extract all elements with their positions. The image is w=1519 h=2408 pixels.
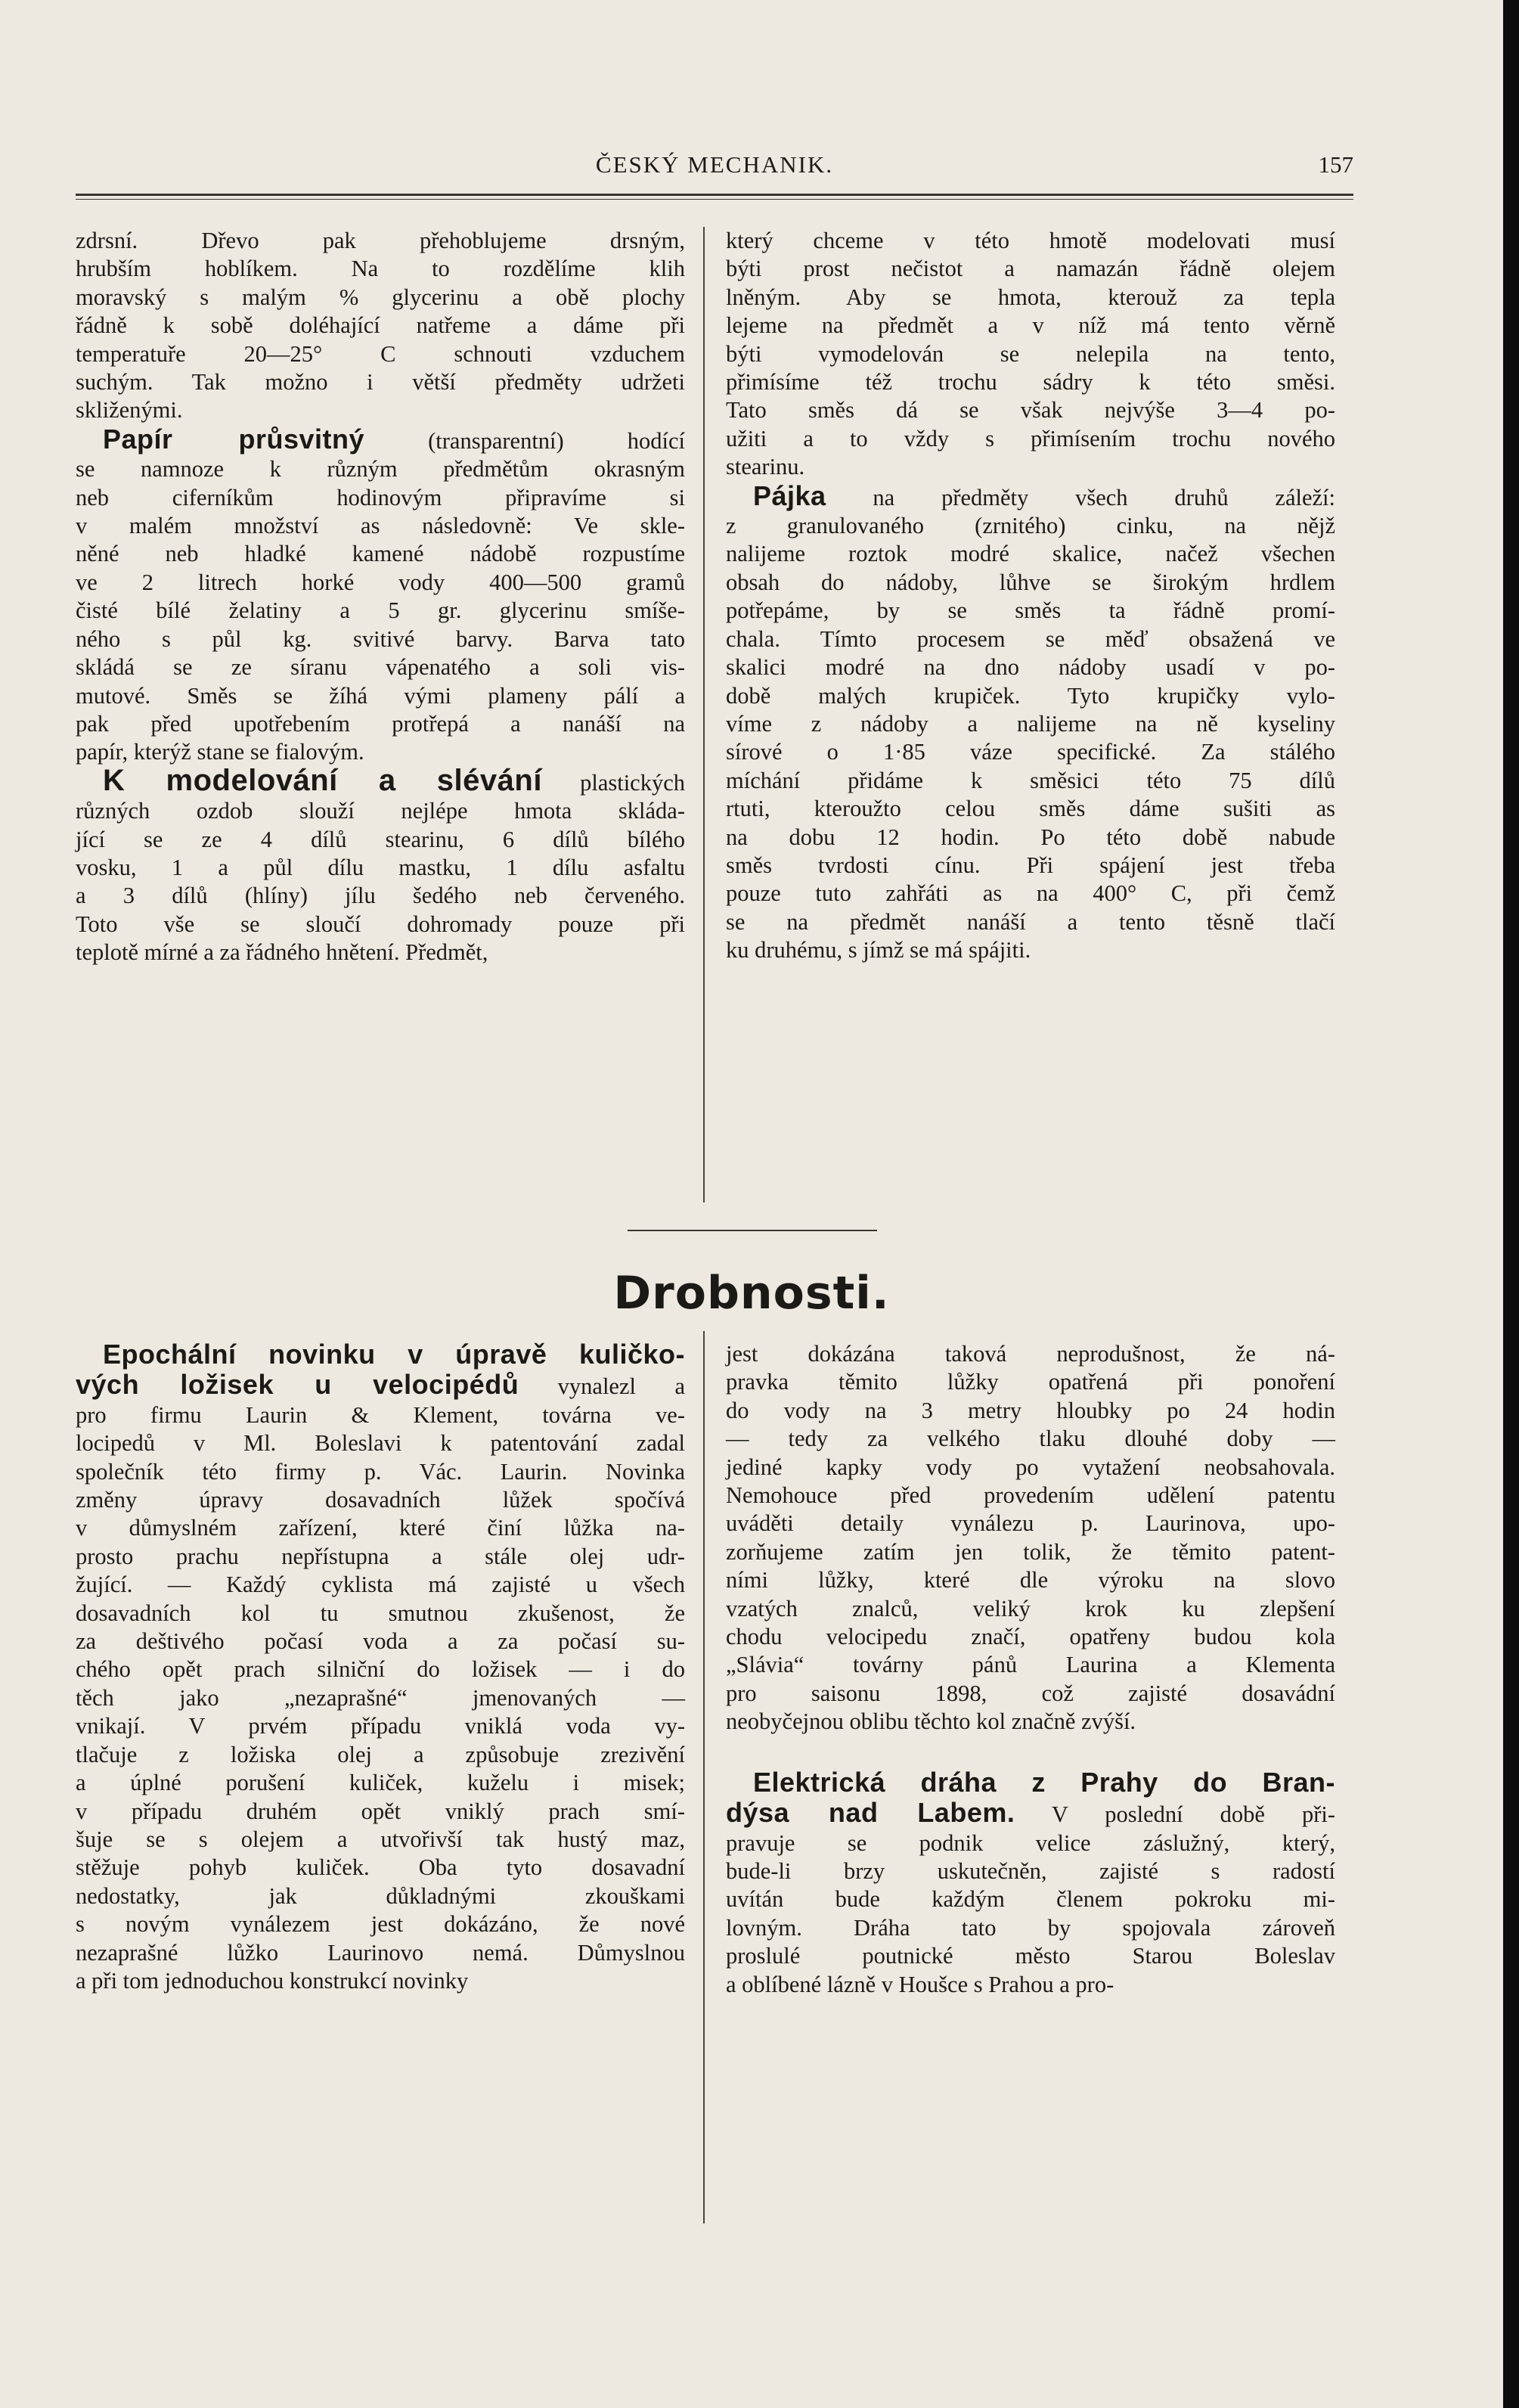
papir-line: neb ciferníkům hodinovým připravíme si xyxy=(76,484,685,510)
epochalni-line: v důmyslném zařízení, které činí lůžka na- xyxy=(76,1515,685,1541)
column-top-left xyxy=(76,227,685,967)
papir-line: papír, kterýž stane se fialovým. xyxy=(76,739,364,765)
paragraph-line: vzatých znalců, veliký krok ku zlepšení xyxy=(726,1595,1335,1621)
paragraph-line: — tedy za velkého tlaku dlouhé doby — xyxy=(726,1426,1335,1452)
column-divider-bottom xyxy=(703,1331,705,2223)
paragraph-line: jest dokázána taková neprodušnost, že ná- xyxy=(726,1341,1335,1367)
pajka-line: rtuti, kteroužto celou směs dáme sušiti as xyxy=(726,796,1335,822)
pajka-line: skalici modré na dno nádoby usadí v po- xyxy=(726,654,1335,681)
modelovani-heading: K modelování a slévání xyxy=(103,763,542,797)
pajka-line: ku druhému, s jímž se má spájiti. xyxy=(726,937,1031,964)
epochalni-line: tlačuje z ložiska olej a způsobuje zrezivění xyxy=(76,1741,685,1767)
epochalni-line: společník této firmy p. Vác. Laurin. Novinka xyxy=(76,1458,685,1485)
pajka-line: míchání přidáme k směsici této 75 dílů xyxy=(726,767,1335,793)
papir-line: v malém množství as následovně: Ve skle- xyxy=(76,513,685,539)
epochalni-line: těch jako „nezaprašné“ jmenovaných — xyxy=(76,1684,685,1711)
paragraph-line: do vody na 3 metry hloubky po 24 hodin xyxy=(726,1397,1335,1423)
column-bottom-right xyxy=(726,1340,1335,1999)
epochalni-line: locipedů v Ml. Boleslavi k patentování zadal xyxy=(76,1430,685,1457)
epochalni-heading-cont: vých ložisek u velocipédů xyxy=(76,1369,519,1401)
column-bottom-left xyxy=(76,1340,685,1995)
draha-second-line xyxy=(726,1798,1335,1829)
paragraph-line: užiti a to vždy s přimísením trochu nového xyxy=(726,425,1335,452)
epochalni-line: v případu druhém opět vniklý prach smí- xyxy=(76,1798,685,1824)
papir-heading: Papír průsvitný xyxy=(103,423,365,455)
draha-line: lovným. Dráha tato by spojovala zároveň xyxy=(726,1914,1335,1941)
epochalni-line: pro firmu Laurin & Klement, továrna ve- xyxy=(76,1401,685,1428)
paragraph-line: býti vymodelován se nelepila na tento, xyxy=(726,340,1335,367)
epochalni-line: za deštivého počasí voda a za počasí su- xyxy=(76,1628,685,1655)
epochalni-line: nedostatky, jak důkladnými zkouškami xyxy=(76,1882,685,1909)
paragraph-line: „Slávia“ továrny pánů Laurina a Klementa xyxy=(726,1652,1335,1678)
papir-text: (transparentní) hodící xyxy=(364,427,685,454)
papir-line: pak před upotřebením protřepá a nanáší na xyxy=(76,710,685,737)
column-top-right xyxy=(726,227,1335,965)
pajka-line: směs tvrdosti cínu. Při spájení jest třeba xyxy=(726,852,1335,878)
epochalni-line: žující. — Každý cyklista má zajisté u všech xyxy=(76,1572,685,1598)
epochalni-line: stěžuje pohyb kuliček. Oba tyto dosavadní xyxy=(76,1854,685,1881)
paragraph-line: pro saisonu 1898, což zajisté dosavádní xyxy=(726,1680,1335,1706)
pajka-text: na předměty všech druhů záleží: xyxy=(826,484,1335,510)
epochalni-line: nezaprašné lůžko Laurinovo nemá. Důmyslnou xyxy=(76,1939,685,1966)
draha-first-line xyxy=(726,1768,1335,1798)
epochalni-line: a při tom jednoduchou konstrukcí novinky xyxy=(76,1967,469,1994)
modelovani-line: vosku, 1 a půl dílu mastku, 1 dílu asfaltu xyxy=(76,854,685,880)
pajka-line: nalijeme roztok modré skalice, načež všechen xyxy=(726,541,1335,567)
papir-line: čisté bílé želatiny a 5 gr. glycerinu smíše- xyxy=(76,597,685,624)
epochalni-line: prosto prachu nepřístupna a stále olej udr- xyxy=(76,1543,685,1569)
epochalni-heading: Epochální novinku v úpravě kuličko- xyxy=(103,1339,685,1370)
paragraph-line: který chceme v této hmotě modelovati musí xyxy=(726,228,1335,253)
draha-heading-cont: dýsa nad Labem. xyxy=(726,1797,1015,1829)
paragraph-line: zorňujeme zatím jen tolik, že těmito patent- xyxy=(726,1538,1335,1565)
draha-text: V poslední době při- xyxy=(1015,1801,1335,1828)
epochalni-line: vnikají. V prvém případu vniklá voda vy- xyxy=(76,1713,685,1739)
epochalni-first-line xyxy=(76,1340,685,1370)
paragraph-line: Tato směs dá se však nejvýše 3—4 po- xyxy=(726,397,1335,424)
paragraph-line: temperatuře 20—25° C schnouti vzduchem xyxy=(76,340,685,367)
papir-line: něné neb hladké kamené nádobě rozpustíme xyxy=(76,541,685,567)
epochalni-line: s novým vynálezem jest dokázáno, že nové xyxy=(76,1911,685,1938)
paragraph-line: moravský s malým % glycerinu a obě plochy xyxy=(76,284,685,310)
epochalni-line: dosavadních kol tu smutnou zkušenost, že xyxy=(76,1600,685,1626)
papir-line: mutové. Směs se žíhá vými plameny pálí a xyxy=(76,682,685,709)
pajka-line: obsah do nádoby, lůhve se širokým hrdlem xyxy=(726,569,1335,595)
papir-line: se namnoze k různým předmětům okrasným xyxy=(76,456,685,483)
modelovani-line: Toto vše se sloučí dohromady pouze při xyxy=(76,911,685,937)
paragraph-line: skliženými. xyxy=(76,397,183,424)
draha-line: bude-li brzy uskutečněn, zajisté s radostí xyxy=(726,1857,1335,1884)
modelovani-line: různých ozdob slouží nejlépe hmota skláda- xyxy=(76,798,685,824)
epochalni-second-line xyxy=(76,1370,685,1401)
paragraph-line: řádně k sobě doléhající natřeme a dáme při xyxy=(76,312,685,339)
pajka-line: se na předmět nanáší a tento těsně tlačí xyxy=(726,908,1335,935)
pajka-line: na dobu 12 hodin. Po této době nabude xyxy=(726,824,1335,850)
pajka-line: době malých krupiček. Tyto krupičky vylo- xyxy=(726,682,1335,709)
section-title: Drobnosti. xyxy=(613,1267,890,1320)
draha-line: a oblíbené lázně v Houšce s Prahou a pro- xyxy=(726,1971,1114,1997)
page-number: 157 xyxy=(1318,151,1353,178)
running-header xyxy=(76,151,1353,186)
paragraph-line: zdrsní. Dřevo pak přehoblujeme drsným, xyxy=(76,228,685,253)
pajka-line: sírové o 1·85 váze specifické. Za stálého xyxy=(726,739,1335,765)
papir-first-line xyxy=(76,425,685,455)
paragraph-line: uváděti detaily vynálezu p. Laurinova, upo- xyxy=(726,1510,1335,1537)
draha-heading: Elektrická dráha z Prahy do Bran- xyxy=(753,1766,1335,1798)
papir-line: ve 2 litrech horké vody 400—500 gramů xyxy=(76,569,685,595)
epochalni-line: chého opět prach silniční do ložisek — i do xyxy=(76,1656,685,1683)
draha-line: proslulé poutnické město Starou Boleslav xyxy=(726,1943,1335,1969)
pajka-heading: Pájka xyxy=(753,479,826,511)
column-divider-top xyxy=(703,227,705,1202)
epochalni-line: šuje se s olejem a utvořivší tak hustý maz, xyxy=(76,1826,685,1852)
paragraph-line: přimísíme též trochu sádry k této směsi. xyxy=(726,369,1335,396)
pajka-line: potřepáme, by se směs ta řádně promí- xyxy=(726,597,1335,624)
paragraph-line: jediné kapky vody po vytažení neobsahovala. xyxy=(726,1454,1335,1480)
papir-line: skládá se ze síranu vápenatého a soli vis- xyxy=(76,654,685,681)
paragraph-line: Nemohouce před provedením udělení patentu xyxy=(726,1482,1335,1509)
journal-title: ČESKÝ MECHANIK. xyxy=(595,151,834,178)
pajka-line: víme z nádoby a nalijeme na ně kyseliny xyxy=(726,710,1335,737)
modelovani-first-line xyxy=(76,763,686,797)
modelovani-line: a 3 dílů (hlíny) jílu šedého neb červeného. xyxy=(76,883,685,909)
pajka-first-line xyxy=(726,479,1335,512)
modelovani-line: teplotě mírné a za řádného hnětení. Předmět, xyxy=(76,939,488,966)
paragraph-line: býti prost nečistot a namazán řádně olejem xyxy=(726,256,1335,282)
draha-line: pravuje se podnik velice záslužný, který, xyxy=(726,1829,1335,1856)
epochalni-line: a úplné porušení kuliček, kuželu i misek; xyxy=(76,1770,685,1796)
scan-edge xyxy=(1503,0,1519,2408)
paragraph-line: ními lůžky, které dle výroku na slovo xyxy=(726,1567,1335,1593)
modelovani-text: plastických xyxy=(541,769,686,796)
draha-line: uvítán bude každým členem pokroku mi- xyxy=(726,1886,1335,1913)
pajka-line: z granulovaného (zrnitého) cinku, na nějž xyxy=(726,513,1335,539)
header-rule-thin xyxy=(76,199,1353,200)
paragraph-line: lejeme na předmět a v níž má tento věrně xyxy=(726,312,1335,339)
modelovani-line: jící se ze 4 dílů stearinu, 6 dílů bílého xyxy=(76,826,685,852)
paragraph-line: neobyčejnou oblibu těchto kol značně zvýší. xyxy=(726,1708,1136,1735)
header-rule xyxy=(76,194,1353,196)
papir-line: ného s půl kg. svitivé barvy. Barva tato xyxy=(76,625,685,652)
paragraph-line: stearinu. xyxy=(726,454,805,480)
pajka-line: pouze tuto zahřáti as na 400° C, při čemž xyxy=(726,880,1335,907)
paragraph-line: hrubším hoblíkem. Na to rozdělíme klih xyxy=(76,256,685,282)
paragraph-line: chodu velocipedu značí, opatřeny budou kola xyxy=(726,1624,1335,1650)
paragraph-line: pravka těmito lůžky opatřená při ponoření xyxy=(726,1369,1335,1395)
section-rule xyxy=(628,1230,877,1231)
paragraph-line: suchým. Tak možno i větší předměty udržeti xyxy=(76,369,685,396)
pajka-line: chala. Tímto procesem se měď obsažená ve xyxy=(726,625,1335,652)
epochalni-line: změny úpravy dosavadních lůžek spočívá xyxy=(76,1487,685,1513)
epochalni-text: vynalezl a xyxy=(519,1373,685,1400)
paragraph-line: lněným. Aby se hmota, kterouž za tepla xyxy=(726,284,1335,310)
